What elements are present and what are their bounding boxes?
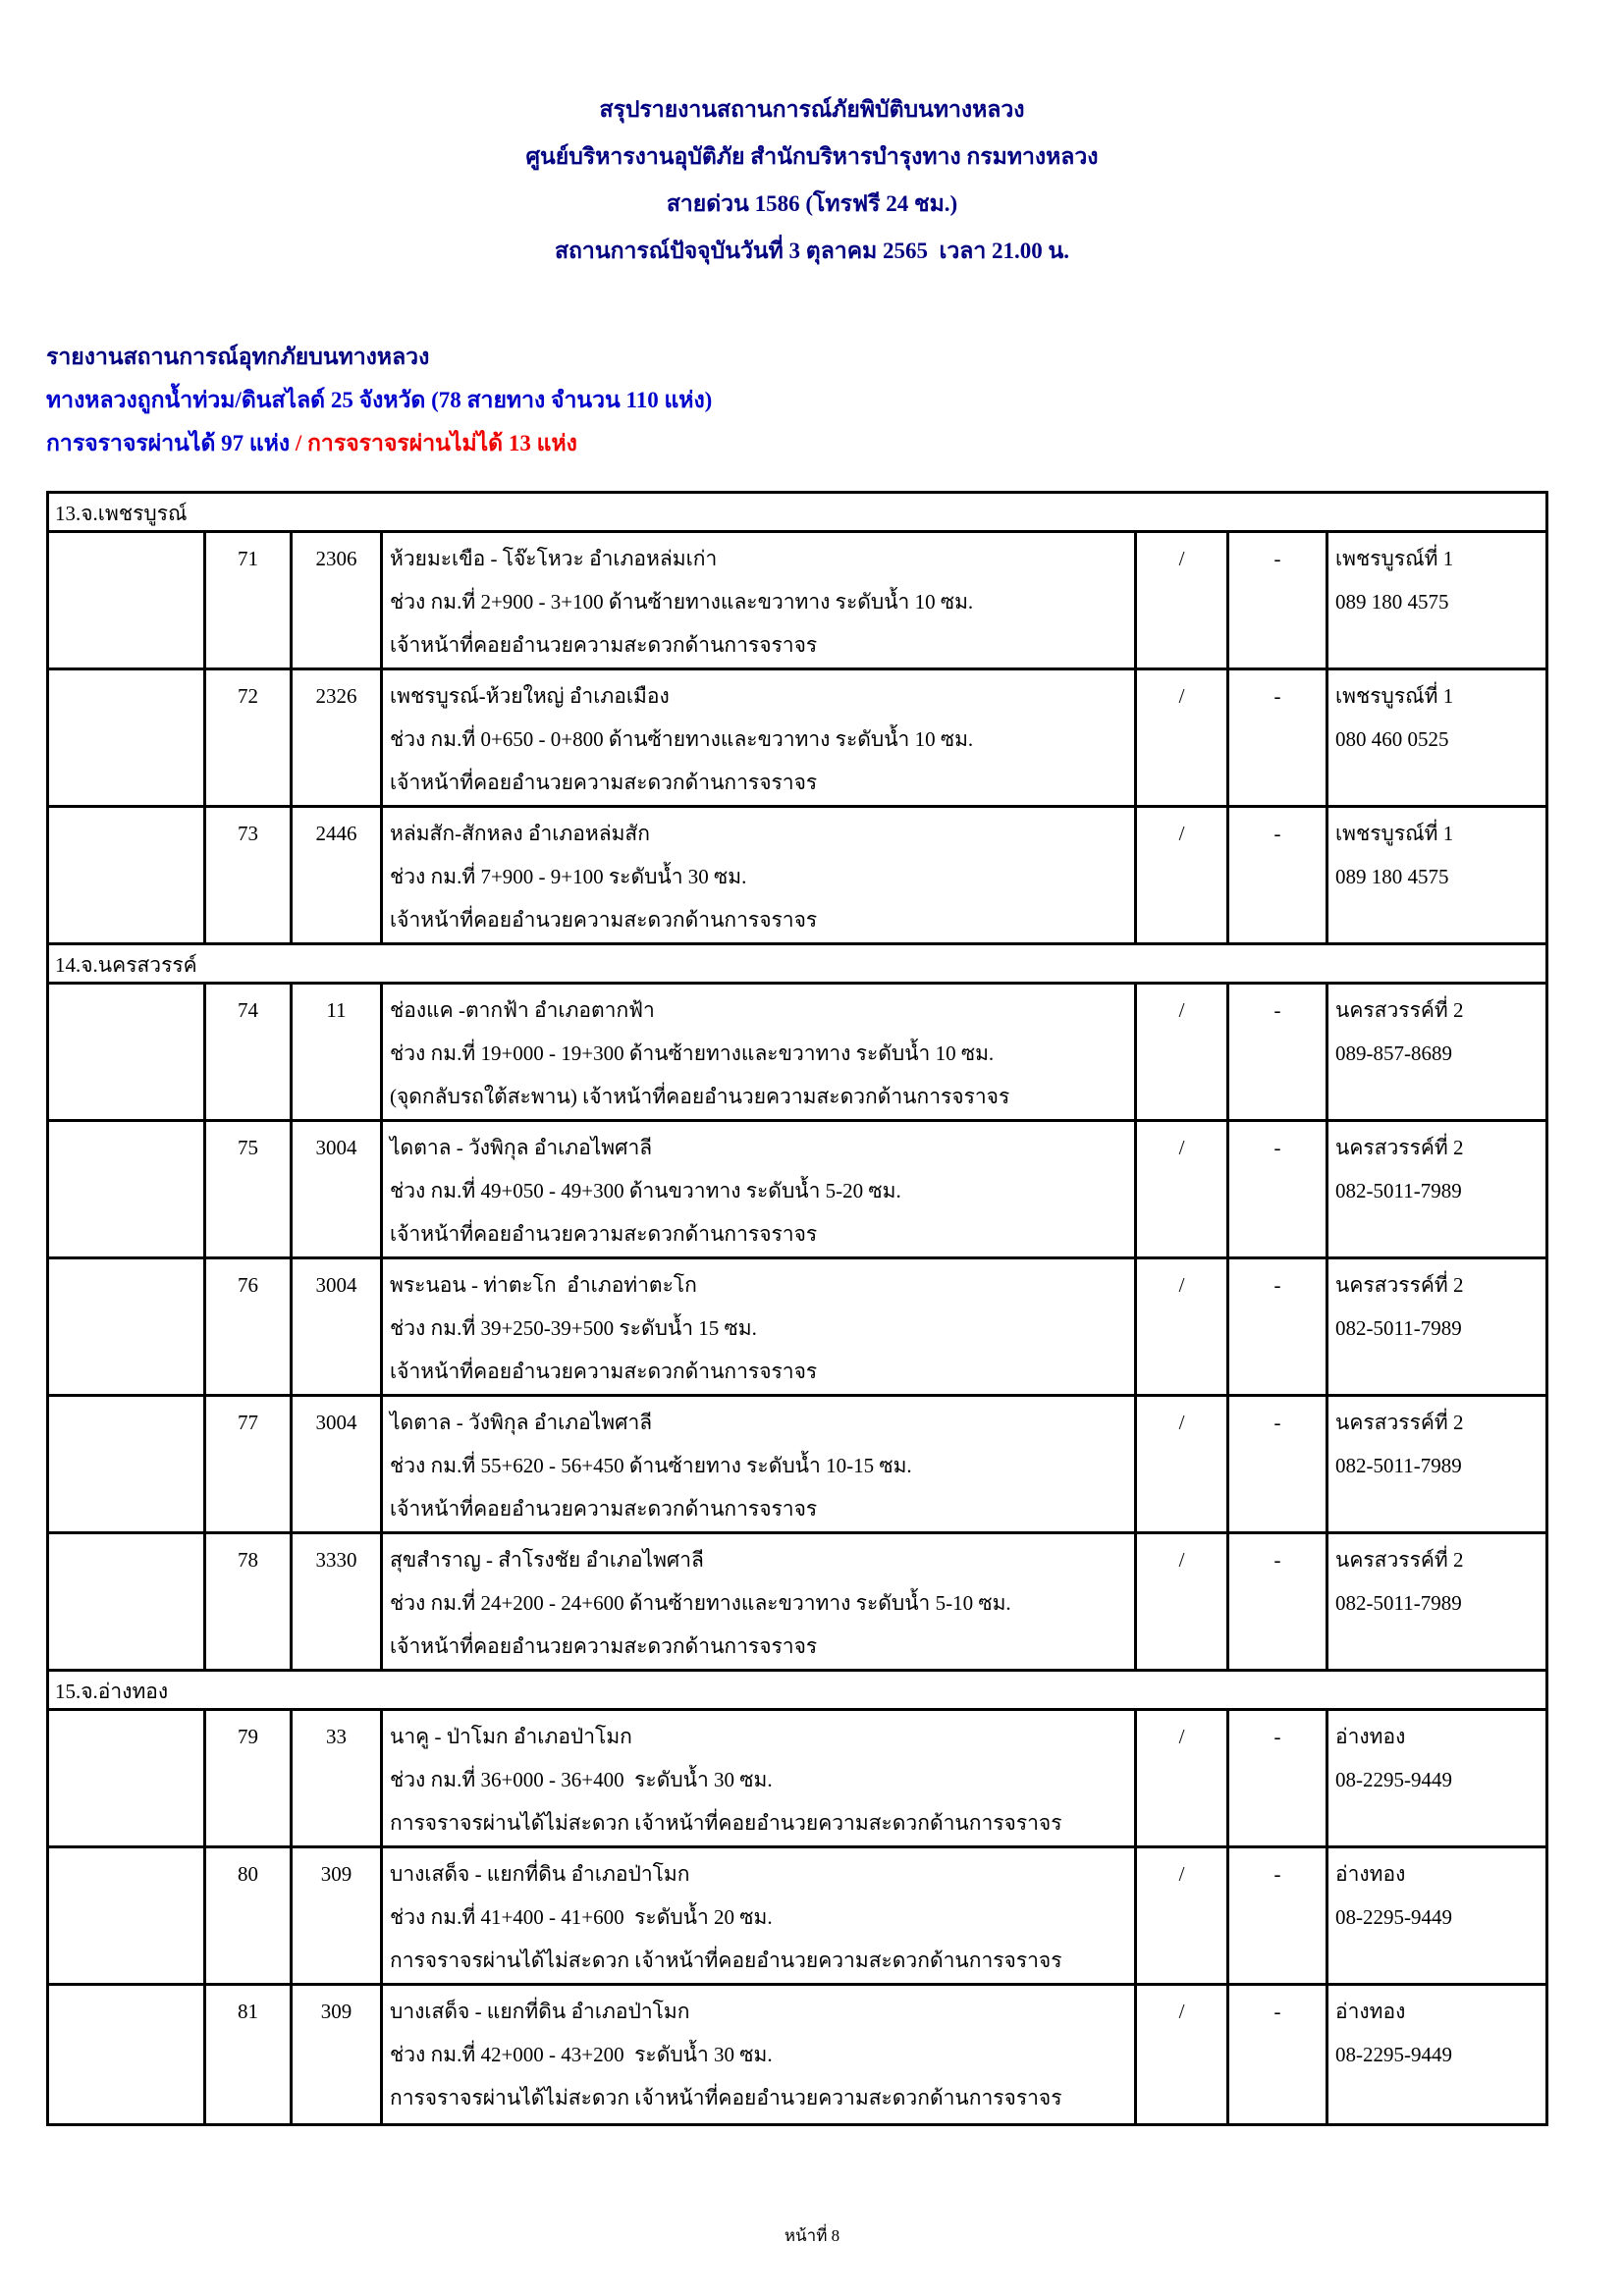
spacer-cell — [49, 808, 206, 942]
table-row — [49, 533, 1545, 670]
sequence-cell: 71 — [206, 533, 293, 667]
section-header-label: 14.จ.นครสวรรค์ — [55, 953, 197, 977]
description-cell — [383, 1397, 1137, 1531]
office-phone: 080 460 0525 — [1335, 727, 1449, 751]
passable-cell: / — [1137, 670, 1229, 805]
blocked-cell: - — [1229, 1534, 1328, 1669]
office-name: เพชรบูรณ์ที่ 1 — [1335, 822, 1454, 845]
route-name: ไดตาล - วังพิกุล อำเภอไพศาลี — [390, 1136, 653, 1159]
section-header-row — [49, 1672, 1545, 1711]
route-number-cell: 3330 — [293, 1534, 383, 1669]
route-name: ห้วยมะเขือ - โจ๊ะโหวะ อำเภอหล่มเก่า — [390, 547, 718, 570]
blocked-cell: - — [1229, 1259, 1328, 1394]
spacer-cell — [49, 1848, 206, 1983]
description-cell — [383, 1259, 1137, 1394]
route-number-cell: 2326 — [293, 670, 383, 805]
sequence-cell: 77 — [206, 1397, 293, 1531]
passable-cell: / — [1137, 533, 1229, 667]
flood-report-table — [46, 491, 1548, 2126]
office-cell — [1328, 1122, 1545, 1256]
traffic-pass-text: การจราจรผ่านได้ 97 แห่ง — [46, 431, 296, 455]
hotline-line: สายด่วน 1586 (โทรฟรี 24 ชม.) — [666, 191, 958, 216]
office-cell — [1328, 985, 1545, 1119]
traffic-note: เจ้าหน้าที่คอยอำนวยความสะดวกด้านการจราจร — [390, 1222, 818, 1246]
spacer-cell — [49, 1534, 206, 1669]
route-number-cell: 2306 — [293, 533, 383, 667]
report-heading: รายงานสถานการณ์อุทกภัยบนทางหลวง — [46, 345, 430, 369]
route-name: เพชรบูรณ์-ห้วยใหญ่ อำเภอเมือง — [390, 684, 670, 708]
traffic-blocked-text: / การจราจรผ่านไม่ได้ 13 แห่ง — [295, 431, 577, 455]
office-cell — [1328, 670, 1545, 805]
section-header-label: 15.จ.อ่างทอง — [55, 1680, 169, 1703]
location-detail: ช่วง กม.ที่ 39+250-39+500 ระดับน้ำ 15 ซม. — [390, 1316, 757, 1340]
location-detail: ช่วง กม.ที่ 0+650 - 0+800 ด้านซ้ายทางและขวาทาง ระดับน้ำ 10 ซม. — [390, 727, 974, 751]
passable-cell: / — [1137, 1986, 1229, 2123]
description-cell — [383, 1986, 1137, 2123]
office-cell — [1328, 533, 1545, 667]
blocked-cell: - — [1229, 1711, 1328, 1845]
passable-cell: / — [1137, 1122, 1229, 1256]
intro-block — [46, 336, 1624, 465]
route-number-cell: 2446 — [293, 808, 383, 942]
route-name: สุขสำราญ - สำโรงชัย อำเภอไพศาลี — [390, 1548, 704, 1572]
document-header — [0, 0, 1624, 275]
blocked-cell: - — [1229, 670, 1328, 805]
passable-cell: / — [1137, 808, 1229, 942]
traffic-note: เจ้าหน้าที่คอยอำนวยความสะดวกด้านการจราจร — [390, 1360, 818, 1383]
page-title: สรุปรายงานสถานการณ์ภัยพิบัติบนทางหลวง — [599, 97, 1025, 122]
description-cell — [383, 985, 1137, 1119]
route-number-cell: 33 — [293, 1711, 383, 1845]
route-number-cell: 3004 — [293, 1397, 383, 1531]
page-number: หน้าที่ 8 — [784, 2226, 840, 2245]
office-cell — [1328, 1848, 1545, 1983]
office-name: เพชรบูรณ์ที่ 1 — [1335, 684, 1454, 708]
location-detail: ช่วง กม.ที่ 24+200 - 24+600 ด้านซ้ายทางและขวาทาง ระดับน้ำ 5-10 ซม. — [390, 1591, 1011, 1615]
office-cell — [1328, 1534, 1545, 1669]
route-name: บางเสด็จ - แยกที่ดิน อำเภอป่าโมก — [390, 1862, 690, 1886]
blocked-cell: - — [1229, 1986, 1328, 2123]
table-row — [49, 1259, 1545, 1397]
office-cell — [1328, 1397, 1545, 1531]
traffic-note: เจ้าหน้าที่คอยอำนวยความสะดวกด้านการจราจร — [390, 633, 818, 657]
office-name: เพชรบูรณ์ที่ 1 — [1335, 547, 1454, 570]
description-cell — [383, 808, 1137, 942]
description-cell — [383, 1848, 1137, 1983]
route-number-cell: 309 — [293, 1848, 383, 1983]
location-detail: ช่วง กม.ที่ 7+900 - 9+100 ระดับน้ำ 30 ซม. — [390, 865, 747, 888]
spacer-cell — [49, 1986, 206, 2123]
location-detail: ช่วง กม.ที่ 55+620 - 56+450 ด้านซ้ายทาง ระดับน้ำ 10-15 ซม. — [390, 1454, 912, 1477]
table-row — [49, 1711, 1545, 1848]
office-cell — [1328, 1986, 1545, 2123]
office-name: อ่างทอง — [1335, 2000, 1406, 2023]
office-name: อ่างทอง — [1335, 1725, 1406, 1748]
office-name: นครสวรรค์ที่ 2 — [1335, 1273, 1464, 1297]
office-name: นครสวรรค์ที่ 2 — [1335, 1136, 1464, 1159]
sequence-cell: 79 — [206, 1711, 293, 1845]
organization-line: ศูนย์บริหารงานอุบัติภัย สำนักบริหารบำรุงทาง กรมทางหลวง — [525, 144, 1099, 169]
blocked-cell: - — [1229, 985, 1328, 1119]
description-cell — [383, 1122, 1137, 1256]
table-row — [49, 985, 1545, 1122]
traffic-note: (จุดกลับรถใต้สะพาน) เจ้าหน้าที่คอยอำนวยความสะดวกด้านการจราจร — [390, 1085, 1010, 1108]
route-number-cell: 11 — [293, 985, 383, 1119]
sequence-cell: 78 — [206, 1534, 293, 1669]
table-row — [49, 1534, 1545, 1672]
route-number-cell: 309 — [293, 1986, 383, 2123]
section-header-row — [49, 494, 1545, 533]
sequence-cell: 75 — [206, 1122, 293, 1256]
blocked-cell: - — [1229, 1397, 1328, 1531]
spacer-cell — [49, 1711, 206, 1845]
traffic-note: การจราจรผ่านได้ไม่สะดวก เจ้าหน้าที่คอยอำนวยความสะดวกด้านการจราจร — [390, 2086, 1062, 2109]
passable-cell: / — [1137, 1711, 1229, 1845]
office-phone: 089 180 4575 — [1335, 865, 1449, 888]
table-row — [49, 1986, 1545, 2123]
traffic-note: เจ้าหน้าที่คอยอำนวยความสะดวกด้านการจราจร — [390, 1634, 818, 1658]
office-cell — [1328, 1711, 1545, 1845]
passable-cell: / — [1137, 1534, 1229, 1669]
spacer-cell — [49, 1397, 206, 1531]
summary-line: ทางหลวงถูกน้ำท่วม/ดินสไลด์ 25 จังหวัด (78 สายทาง จำนวน 110 แห่ง) — [46, 388, 713, 412]
route-name: ไดตาล - วังพิกุล อำเภอไพศาลี — [390, 1411, 653, 1434]
route-name: ช่องแค -ตากฟ้า อำเภอตากฟ้า — [390, 998, 655, 1022]
office-phone: 082-5011-7989 — [1335, 1591, 1462, 1615]
office-phone: 08-2295-9449 — [1335, 1905, 1452, 1929]
traffic-note: เจ้าหน้าที่คอยอำนวยความสะดวกด้านการจราจร — [390, 908, 818, 932]
blocked-cell: - — [1229, 1122, 1328, 1256]
table-row — [49, 1397, 1545, 1534]
office-name: นครสวรรค์ที่ 2 — [1335, 998, 1464, 1022]
route-name: หล่มสัก-สักหลง อำเภอหล่มสัก — [390, 822, 650, 845]
blocked-cell: - — [1229, 808, 1328, 942]
location-detail: ช่วง กม.ที่ 19+000 - 19+300 ด้านซ้ายทางและขวาทาง ระดับน้ำ 10 ซม. — [390, 1041, 995, 1065]
table-row — [49, 1122, 1545, 1259]
description-cell — [383, 1711, 1137, 1845]
situation-datetime-line: สถานการณ์ปัจจุบันวันที่ 3 ตุลาคม 2565 เวลา 21.00 น. — [554, 239, 1070, 263]
sequence-cell: 80 — [206, 1848, 293, 1983]
blocked-cell: - — [1229, 1848, 1328, 1983]
office-phone: 089-857-8689 — [1335, 1041, 1452, 1065]
route-number-cell: 3004 — [293, 1122, 383, 1256]
sequence-cell: 81 — [206, 1986, 293, 2123]
spacer-cell — [49, 1259, 206, 1394]
office-phone: 08-2295-9449 — [1335, 1768, 1452, 1791]
table-row — [49, 1848, 1545, 1986]
description-cell — [383, 1534, 1137, 1669]
location-detail: ช่วง กม.ที่ 49+050 - 49+300 ด้านขวาทาง ระดับน้ำ 5-20 ซม. — [390, 1179, 901, 1202]
passable-cell: / — [1137, 1848, 1229, 1983]
traffic-note: การจราจรผ่านได้ไม่สะดวก เจ้าหน้าที่คอยอำนวยความสะดวกด้านการจราจร — [390, 1811, 1062, 1835]
route-number-cell: 3004 — [293, 1259, 383, 1394]
location-detail: ช่วง กม.ที่ 2+900 - 3+100 ด้านซ้ายทางและขวาทาง ระดับน้ำ 10 ซม. — [390, 590, 974, 614]
sequence-cell: 76 — [206, 1259, 293, 1394]
section-header-label: 13.จ.เพชรบูรณ์ — [55, 502, 188, 525]
sequence-cell: 74 — [206, 985, 293, 1119]
office-phone: 089 180 4575 — [1335, 590, 1449, 614]
spacer-cell — [49, 670, 206, 805]
traffic-note: เจ้าหน้าที่คอยอำนวยความสะดวกด้านการจราจร — [390, 1497, 818, 1521]
office-phone: 08-2295-9449 — [1335, 2043, 1452, 2066]
office-phone: 082-5011-7989 — [1335, 1454, 1462, 1477]
traffic-note: เจ้าหน้าที่คอยอำนวยความสะดวกด้านการจราจร — [390, 771, 818, 794]
passable-cell: / — [1137, 1259, 1229, 1394]
passable-cell: / — [1137, 1397, 1229, 1531]
route-name: นาคู - ป่าโมก อำเภอป่าโมก — [390, 1725, 632, 1748]
spacer-cell — [49, 1122, 206, 1256]
spacer-cell — [49, 533, 206, 667]
location-detail: ช่วง กม.ที่ 41+400 - 41+600 ระดับน้ำ 20 ซม. — [390, 1905, 773, 1929]
blocked-cell: - — [1229, 533, 1328, 667]
office-cell — [1328, 1259, 1545, 1394]
office-name: นครสวรรค์ที่ 2 — [1335, 1411, 1464, 1434]
office-name: อ่างทอง — [1335, 1862, 1406, 1886]
sequence-cell: 72 — [206, 670, 293, 805]
sequence-cell: 73 — [206, 808, 293, 942]
table-row — [49, 670, 1545, 808]
passable-cell: / — [1137, 985, 1229, 1119]
office-cell — [1328, 808, 1545, 942]
office-phone: 082-5011-7989 — [1335, 1316, 1462, 1340]
description-cell — [383, 533, 1137, 667]
office-phone: 082-5011-7989 — [1335, 1179, 1462, 1202]
location-detail: ช่วง กม.ที่ 42+000 - 43+200 ระดับน้ำ 30 ซม. — [390, 2043, 773, 2066]
location-detail: ช่วง กม.ที่ 36+000 - 36+400 ระดับน้ำ 30 ซม. — [390, 1768, 773, 1791]
traffic-status-line — [46, 422, 1624, 465]
route-name: พระนอน - ท่าตะโก อำเภอท่าตะโก — [390, 1273, 697, 1297]
route-name: บางเสด็จ - แยกที่ดิน อำเภอป่าโมก — [390, 2000, 690, 2023]
description-cell — [383, 670, 1137, 805]
section-header-row — [49, 945, 1545, 985]
table-row — [49, 808, 1545, 945]
office-name: นครสวรรค์ที่ 2 — [1335, 1548, 1464, 1572]
traffic-note: การจราจรผ่านได้ไม่สะดวก เจ้าหน้าที่คอยอำนวยความสะดวกด้านการจราจร — [390, 1949, 1062, 1972]
spacer-cell — [49, 985, 206, 1119]
